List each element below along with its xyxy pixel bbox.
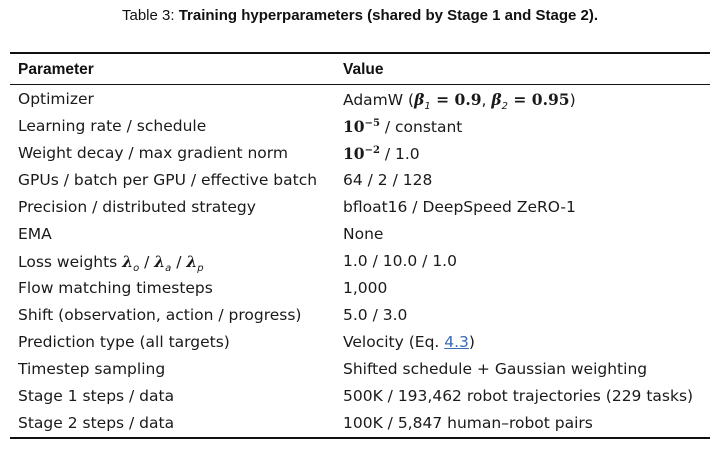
- exponent-base: 10: [343, 117, 365, 136]
- table-row: [0, 302, 720, 329]
- exponent: −5: [364, 118, 380, 129]
- exponent: −2: [364, 145, 380, 156]
- beta1-subscript: 1: [424, 101, 431, 112]
- param-cell: Prediction type (all targets): [18, 333, 230, 351]
- header-rule: [10, 84, 710, 85]
- slash: /: [139, 253, 155, 271]
- value-cell: 1.0 / 10.0 / 1.0: [343, 252, 457, 270]
- table-body: [0, 86, 720, 437]
- param-cell: Shift (observation, action / progress): [18, 306, 302, 324]
- table-caption: [0, 6, 720, 26]
- param-cell: Optimizer: [18, 90, 94, 108]
- param-text: Loss weights: [18, 253, 123, 271]
- table-row: [0, 113, 720, 140]
- value-cell: bfloat16 / DeepSpeed ZeRO-1: [343, 198, 576, 216]
- param-cell: Stage 1 steps / data: [18, 387, 175, 405]
- value-cell: 1,000: [343, 279, 388, 297]
- header-parameter: Parameter: [18, 61, 94, 78]
- param-cell: [18, 248, 204, 275]
- value-text: Velocity (Eq.: [343, 333, 445, 351]
- table-row: [0, 221, 720, 248]
- value-cell: None: [343, 225, 384, 243]
- param-cell: GPUs / batch per GPU / effective batch: [18, 171, 318, 189]
- lambda-symbol: λ: [122, 252, 134, 271]
- beta2-value: = 0.95: [508, 90, 570, 109]
- value-separator: ,: [481, 91, 492, 109]
- bottom-rule: [10, 437, 710, 439]
- param-cell: EMA: [18, 225, 52, 243]
- value-cell: 100K / 5,847 human–robot pairs: [343, 414, 593, 432]
- param-cell: Precision / distributed strategy: [18, 198, 256, 216]
- exponent-base: 10: [343, 144, 365, 163]
- value-cell: 500K / 193,462 robot trajectories (229 tasks): [343, 387, 694, 405]
- table-row: [0, 167, 720, 194]
- lambda-subscript: o: [133, 263, 140, 274]
- table-row: [0, 383, 720, 410]
- beta1-value: = 0.9: [430, 90, 482, 109]
- table-row: [0, 356, 720, 383]
- beta1-symbol: β: [414, 90, 425, 109]
- table-row: [0, 248, 720, 275]
- value-cell: [343, 86, 576, 113]
- value-text: AdamW (: [343, 91, 415, 109]
- beta2-subscript: 2: [501, 101, 509, 112]
- param-cell: Learning rate / schedule: [18, 117, 207, 135]
- value-cell: 64 / 2 / 128: [343, 171, 433, 189]
- header-value: Value: [343, 61, 384, 78]
- beta2-symbol: β: [491, 90, 502, 109]
- param-cell: Stage 2 steps / data: [18, 414, 175, 432]
- slash: /: [171, 253, 187, 271]
- value-text: / constant: [379, 118, 463, 136]
- table-row: [0, 329, 720, 356]
- value-text: ): [468, 333, 475, 351]
- value-cell: [343, 113, 462, 140]
- caption-title: Training hyperparameters (shared by Stage 1 and Stage 2).: [178, 7, 599, 24]
- caption-prefix: Table 3:: [121, 7, 179, 24]
- value-text: / 1.0: [379, 145, 420, 163]
- table-row: [0, 86, 720, 113]
- top-rule: [10, 52, 710, 54]
- lambda-subscript: a: [165, 263, 172, 274]
- value-cell: [343, 140, 420, 167]
- table-row: [0, 275, 720, 302]
- value-cell: Shifted schedule + Gaussian weighting: [343, 360, 648, 378]
- param-cell: Timestep sampling: [18, 360, 166, 378]
- lambda-symbol: λ: [186, 252, 198, 271]
- param-cell: Weight decay / max gradient norm: [18, 144, 288, 162]
- table-row: [0, 410, 720, 437]
- lambda-subscript: p: [197, 263, 204, 274]
- table-row: [0, 140, 720, 167]
- table-row: [0, 194, 720, 221]
- lambda-symbol: λ: [154, 252, 166, 271]
- value-text: ): [569, 91, 576, 109]
- param-cell: Flow matching timesteps: [18, 279, 213, 297]
- value-cell: [343, 329, 475, 356]
- equation-link[interactable]: 4.3: [444, 333, 469, 351]
- value-cell: 5.0 / 3.0: [343, 306, 408, 324]
